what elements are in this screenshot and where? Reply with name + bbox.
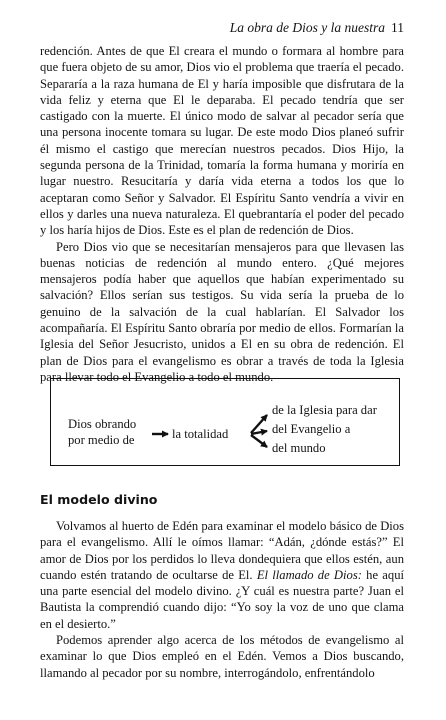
section-heading: El modelo divino	[40, 492, 158, 507]
paragraph-huerto-eden-part2: he aquí una parte esencial del modelo divino. ¿Y cuál es nuestra parte? Juan el Bautista la comprendió cuando dijo: “Yo soy la voz de uno que clama en el desierto.”	[40, 567, 404, 631]
arrow-to-right-line3	[251, 435, 267, 447]
evangelism-diagram	[50, 378, 400, 466]
diagram-right-line2: del Evangelio a	[272, 422, 351, 436]
paragraph-mensajeros: Pero Dios vio que se necesitarían mensajeros para que llevasen las buenas noticias de redención al mundo entero. ¿Qué mejores mensajeros podía haber que aquellos que habían experimentado su salvación? Ellos serían sus testigos. Su vida sería la prueba de lo genuino de la salvación de la cual hablarían. El Salvador los acompañaría. El Espíritu Santo obraría por medio de ellos. Formarían la Iglesia del Señor Jesucristo, unidos a El en su obra de redención. El plan de Dios para el evangelismo es obrar a través de toda la Iglesia para llevar todo el Evangelio a todo el mundo.	[40, 239, 404, 384]
body-text-bottom	[40, 518, 404, 681]
diagram-middle: la totalidad	[172, 427, 229, 441]
paragraph-huerto-eden	[40, 518, 404, 632]
running-header	[40, 20, 404, 36]
paragraph-metodos: Podemos aprender algo acerca de los métodos de evangelismo al examinar lo que Dios empleó en el Edén. Vemos a Dios buscando, llamando al pecador por su nombre, interrogándolo, enfrentándolo	[40, 633, 404, 680]
diagram-left-line2: por medio de	[68, 433, 135, 447]
page-number: 11	[391, 20, 404, 35]
paragraph-huerto-eden-part1: Volvamos al huerto de Edén para examinar el modelo básico de Dios para el evangelismo. Allí le oímos llamar: “Adán, ¿dónde estás?” El amor de Dios por los perdidos lo lleva dondequiera que ellos estén, aun cuando estén tratando de ocultarse de El.	[40, 519, 404, 582]
diagram-right-line3: del mundo	[272, 441, 326, 455]
diagram-left-line1: Dios obrando	[68, 417, 137, 431]
running-title: La obra de Dios y la nuestra	[229, 20, 385, 35]
diagram-right-line1: de la Iglesia para dar	[272, 403, 377, 417]
paragraph-redencion: redención. Antes de que El creara el mundo o formara al hombre para que fuera objeto de su amor, Dios vio el problema que traería el pecado. Separaría a la raza humana de El y haría imposible que disfrutara de la vida feliz y eterna que El le deparaba. El pecado tendría que ser castigado con la muerte. El único modo de salvar al pecador sería que una persona inocente tomara su lugar. De este modo Dios planeó sufrir él mismo el castigo que merecían nuestros pecados. Dios Hijo, la segunda persona de la Trinidad, tomaría la forma humana y moriría en lugar nuestro. Resucitaría y daría vida eterna a todos los que lo aceptaran como Señor y Salvador. El Espíritu Santo vendría a vivir en ellos y darles una nueva naturaleza. El quebrantaría el poder del pecado y los haría hijos de Dios. Este es el plan de redención de Dios.	[40, 44, 404, 238]
body-text-top	[40, 43, 404, 385]
llamado-de-dios-emphasis: El llamado de Dios:	[256, 567, 362, 582]
